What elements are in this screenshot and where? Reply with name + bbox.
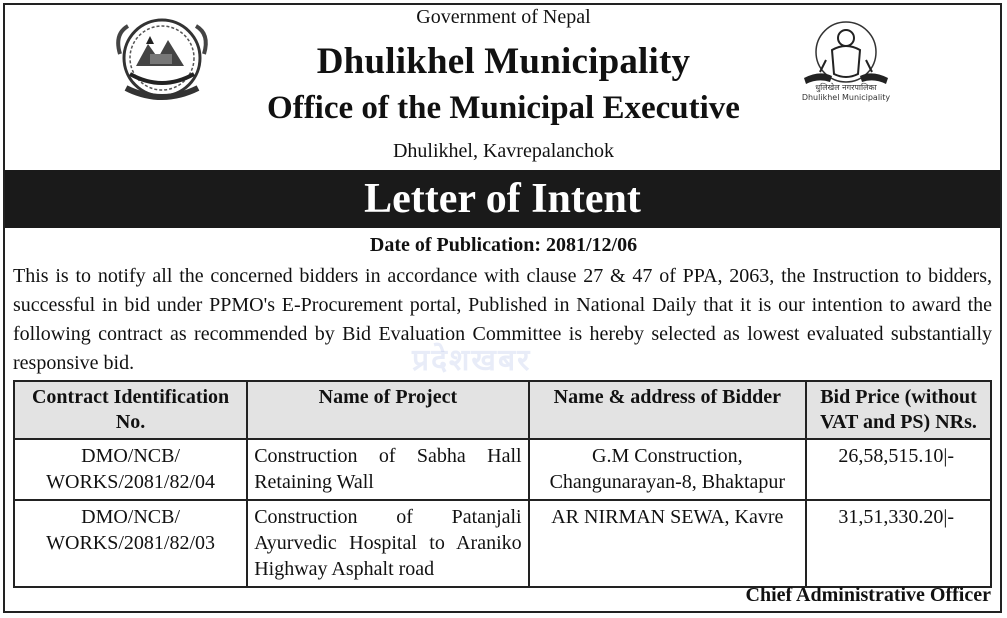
header-bid-price: Bid Price (without VAT and PS) NRs. [806,381,991,439]
bidder-cell: G.M Construction, Changunarayan-8, Bhaktapur [529,439,806,500]
header-project: Name of Project [247,381,528,439]
contracts-table [13,380,992,588]
logo-caption-english: Dhulikhel Municipality [801,93,891,102]
notice-body: This is to notify all the concerned bidders in accordance with clause 27 & 47 of PPA, 2063, the Instruction to bidders, successful in bid under PPMO's E-Procurement portal, Published in National Daily that it is our intention to award the following contract as recommended by Bid Evaluation Committee is hereby selected as lowest evaluated substantially responsive bid. [13,265,992,374]
signature-title: Chief Administrative Officer [745,584,991,606]
header-contract-id: Contract Identification No. [14,381,247,439]
watermark: प्रदेशखबर [412,343,532,378]
price-cell: 26,58,515.10|- [806,439,991,500]
government-heading: Government of Nepal [416,6,591,28]
logo-caption-nepali: धुलिखेल नगरपालिका [815,83,877,92]
table-row [14,500,991,587]
header-bidder: Name & address of Bidder [529,381,806,439]
location-line: Dhulikhel, Kavrepalanchok [392,140,615,162]
publication-date: Date of Publication: 2081/12/06 [369,234,638,256]
table-header-row [14,381,991,439]
price-cell: 31,51,330.20|- [806,500,991,587]
project-cell: Construction of Sabha Hall Retaining Wall [247,439,528,500]
table-row [14,439,991,500]
project-cell: Construction of Patanjali Ayurvedic Hospital to Araniko Highway Asphalt road [247,500,528,587]
bidder-cell: AR NIRMAN SEWA, Kavre [529,500,806,587]
office-title: Office of the Municipal Executive [267,90,740,126]
municipality-title: Dhulikhel Municipality [316,41,691,82]
contract-id-cell: DMO/NCB/ WORKS/2081/82/03 [14,500,247,587]
contract-id-cell: DMO/NCB/ WORKS/2081/82/04 [14,439,247,500]
letter-of-intent-banner: Letter of Intent [5,170,1000,228]
